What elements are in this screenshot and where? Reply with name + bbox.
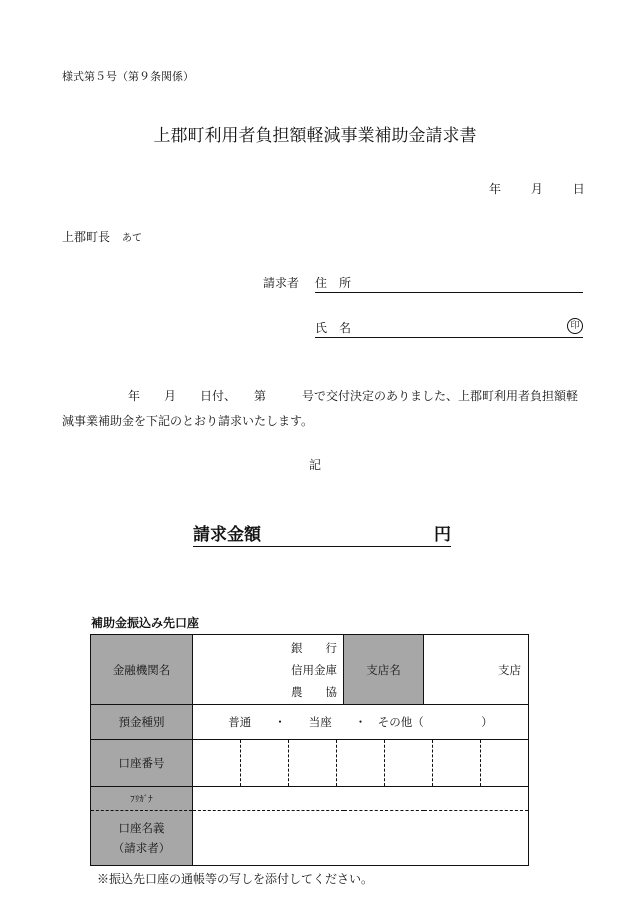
account-holder-label-2: （請求者） [112, 841, 171, 855]
furigana-row [91, 787, 529, 811]
institution-label: 金融機関名 [91, 635, 193, 705]
bank-type-nokyo: 農 協 [291, 684, 337, 699]
requester-label: 請求者 [263, 276, 300, 290]
account-holder-label [91, 811, 193, 866]
addressee-name: 上郡町長 [62, 230, 111, 244]
request-statement [62, 384, 582, 434]
account-number-digit-box[interactable] [433, 740, 481, 786]
institution-name-field[interactable] [193, 635, 344, 705]
name-label: 氏 名 [315, 321, 352, 335]
date-year: 年 [489, 182, 502, 196]
addressee-suffix: あて [122, 233, 143, 244]
address-field[interactable] [315, 274, 583, 293]
institution-row [91, 635, 529, 705]
account-number-digit-box[interactable] [193, 740, 241, 786]
date-month: 月 [530, 182, 543, 196]
attachment-note: ※振込先口座の通帳等の写しを添付してください。 [97, 872, 374, 886]
request-statement-text: 年 月 日付、 第 号で交付決定のありました、上郡町利用者負担額軽減事業補助金を下記のとおり請求いたします。 [62, 389, 579, 428]
addressee [62, 228, 142, 245]
account-holder-field[interactable] [193, 811, 529, 866]
date-day: 日 [572, 182, 585, 196]
account-number-digit-box[interactable] [241, 740, 289, 786]
account-number-row [91, 740, 529, 787]
deposit-type-options[interactable]: 普通 ・ 当座 ・ その他（ ） [193, 705, 529, 740]
account-number-digit-box[interactable] [289, 740, 337, 786]
furigana-field[interactable] [193, 787, 529, 811]
address-label: 住 所 [315, 276, 352, 290]
bank-type-shinkin: 信用金庫 [291, 662, 337, 677]
account-number-field[interactable] [193, 740, 529, 787]
document-title: 上郡町利用者負担額軽減事業補助金請求書 [153, 126, 477, 146]
ki-heading: 記 [308, 458, 321, 472]
branch-name-field[interactable] [424, 635, 529, 705]
account-number-digit-box[interactable] [385, 740, 433, 786]
account-holder-row [91, 811, 529, 866]
name-field[interactable] [315, 319, 583, 338]
deposit-type-label: 預金種別 [91, 705, 193, 740]
bank-type-bank: 銀 行 [291, 640, 337, 655]
branch-suffix: 支店 [498, 662, 521, 677]
amount-label: 請求金額 [193, 525, 261, 545]
amount-field[interactable] [193, 520, 451, 547]
deposit-row [91, 705, 529, 740]
account-holder-label-1: 口座名義 [118, 821, 165, 835]
amount-unit: 円 [434, 525, 451, 545]
furigana-label: ﾌﾘｶﾞﾅ [91, 787, 193, 811]
account-number-label: 口座番号 [91, 740, 193, 787]
seal-icon: 印 [567, 318, 583, 334]
account-number-digit-box[interactable] [481, 740, 528, 786]
branch-label: 支店名 [344, 635, 424, 705]
account-number-digits [193, 740, 528, 786]
account-table [90, 634, 529, 866]
account-number-digit-box[interactable] [337, 740, 385, 786]
date-line [489, 180, 585, 197]
form-number: 様式第５号（第９条関係） [62, 70, 194, 83]
account-section-title: 補助金振込み先口座 [91, 616, 200, 630]
